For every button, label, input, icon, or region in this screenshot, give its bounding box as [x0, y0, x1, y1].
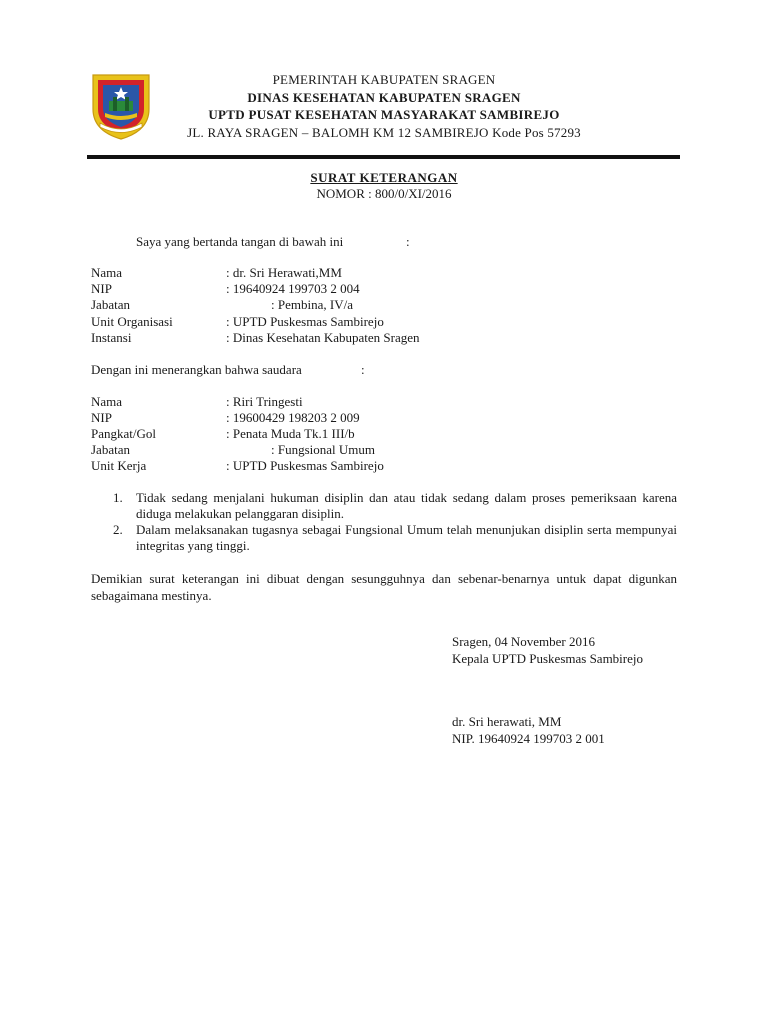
list-item-number: 1.	[113, 490, 123, 505]
kabupaten-sragen-logo	[89, 67, 153, 141]
statement-text: Dengan ini menerangkan bahwa saudara	[91, 362, 302, 377]
letterhead-unit: UPTD PUSAT KESEHATAN MASYARAKAT SAMBIREJO	[208, 107, 560, 122]
subject-name-value: : Riri Tringesti	[226, 394, 303, 409]
subject-rank-value: : Penata Muda Tk.1 III/b	[226, 426, 355, 441]
signer-nip-label: NIP	[91, 281, 112, 296]
signer-title: Kepala UPTD Puskesmas Sambirejo	[452, 651, 644, 666]
closing-paragraph: Demikian surat keterangan ini dibuat dengan sesungguhnya dan sebenar-benarnya untuk dapat digunkan sebagaimana mestinya.	[91, 571, 677, 603]
signer-position-value: : Pembina, IV/a	[271, 297, 353, 312]
document-title	[0, 170, 768, 202]
letterhead-agency: DINAS KESEHATAN KABUPATEN SRAGEN	[247, 89, 521, 105]
signer-agency-value: : Dinas Kesehatan Kabupaten Sragen	[226, 330, 420, 345]
signer-name-label: Nama	[91, 265, 123, 280]
signer-nip: NIP. 19640924 199703 2 001	[452, 731, 605, 746]
document-number: NOMOR : 800/0/XI/2016	[316, 186, 452, 201]
place-date: Sragen, 04 November 2016	[452, 634, 595, 649]
subject-unit-value: : UPTD Puskesmas Sambirejo	[226, 458, 384, 473]
coat-of-arms-icon	[89, 67, 153, 141]
intro-colon: :	[406, 234, 410, 249]
signer-position-label: Jabatan	[91, 297, 130, 312]
statement-colon: :	[361, 362, 365, 377]
list-item-text: Tidak sedang menjalani hukuman disiplin dan atau tidak sedang dalam proses pemeriksaan karena diduga melakukan pelanggaran disiplin.	[136, 490, 677, 521]
letterhead-divider	[87, 155, 680, 159]
intro-text: Saya yang bertanda tangan di bawah ini	[136, 234, 344, 249]
document-heading: SURAT KETERANGAN	[310, 170, 458, 185]
signer-name: dr. Sri herawati, MM	[452, 714, 562, 729]
letterhead	[164, 71, 604, 141]
signer-unit-label: Unit Organisasi	[91, 314, 173, 329]
subject-nip-value: : 19600429 198203 2 009	[226, 410, 360, 425]
signer-agency-label: Instansi	[91, 330, 132, 345]
list-item-text: Dalam melaksanakan tugasnya sebagai Fungsional Umum telah menunjukan disiplin serta mempunyai integritas yang tinggi.	[136, 522, 677, 553]
signer-name-value: : dr. Sri Herawati,MM	[226, 265, 342, 280]
signer-nip-value: : 19640924 199703 2 004	[226, 281, 360, 296]
list-item-number: 2.	[113, 522, 123, 537]
subject-unit-label: Unit Kerja	[91, 458, 147, 473]
letterhead-government: PEMERINTAH KABUPATEN SRAGEN	[272, 72, 496, 87]
letterhead-address: JL. RAYA SRAGEN – BALOMH KM 12 SAMBIREJO Kode Pos 57293	[187, 124, 581, 140]
subject-position-value: : Fungsional Umum	[271, 442, 376, 457]
subject-name-label: Nama	[91, 394, 123, 409]
subject-rank-label: Pangkat/Gol	[91, 426, 156, 441]
subject-position-label: Jabatan	[91, 442, 130, 457]
subject-nip-label: NIP	[91, 410, 112, 425]
signer-unit-value: : UPTD Puskesmas Sambirejo	[226, 314, 384, 329]
